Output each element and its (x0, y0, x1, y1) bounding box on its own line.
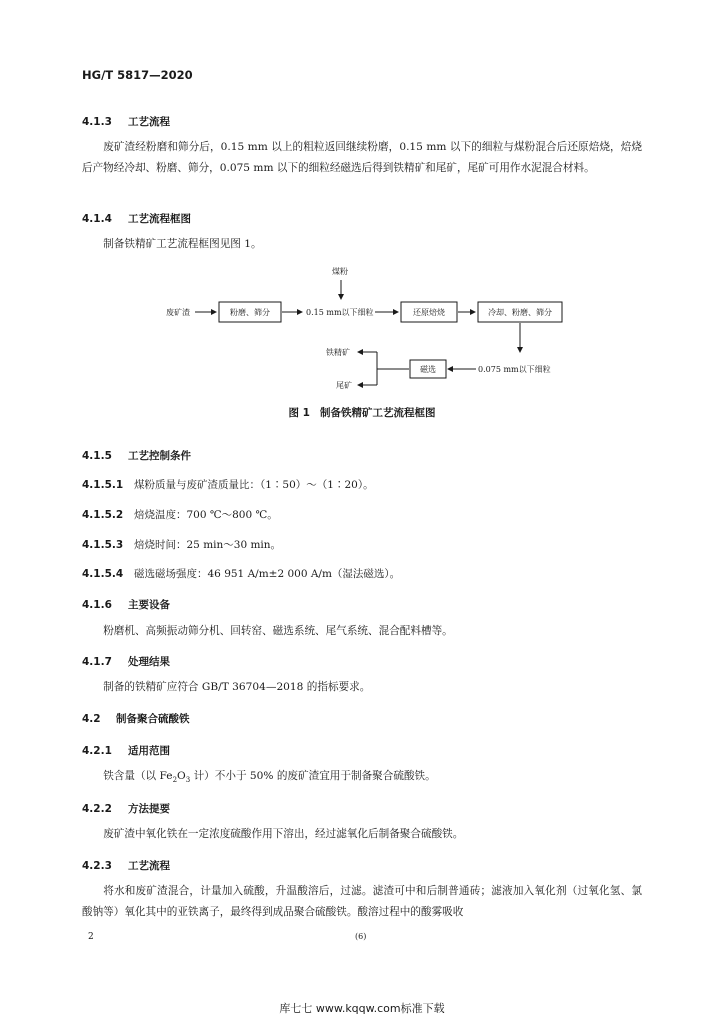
paragraph-4-2-2: 废矿渣中氧化铁在一定浓度硫酸作用下溶出，经过滤氧化后制备聚合硫酸铁。 (103, 828, 464, 840)
item-number: 4.1.5.2 (82, 509, 124, 521)
item-number: 4.1.5.1 (82, 479, 124, 491)
section-number: 4.1.5 (82, 450, 112, 462)
section-title: 工艺流程 (128, 116, 170, 128)
condition-item (82, 537, 281, 552)
text-post: 计）不小于 50% 的废矿渣宜用于制备聚合硫酸铁。 (190, 770, 436, 782)
section-number: 4.1.4 (82, 213, 112, 225)
figure-title: 制备铁精矿工艺流程框图 (319, 407, 436, 419)
paragraph-4-1-6: 粉磨机、高频振动筛分机、回转窑、磁选系统、尾气系统、混合配料槽等。 (103, 625, 453, 637)
section-heading-4-1-5 (82, 448, 191, 463)
paragraph-4-1-3: 废矿渣经粉磨和筛分后，0.15 mm 以上的粗粒返回继续粉磨，0.15 mm 以下的细粒与煤粉混合后还原焙烧，焙烧后产物经冷却、粉磨、筛分，0.075 mm 以下的细粒经磁选后得到铁精矿和尾矿，尾矿可用作水泥混合材料。 (82, 141, 642, 174)
item-number: 4.1.5.3 (82, 539, 124, 551)
section-heading-4-2 (82, 711, 190, 726)
section-title: 方法提要 (128, 803, 170, 815)
page-marker: (6) (355, 932, 367, 941)
reduce-roast-label: 还原焙烧 (413, 308, 445, 317)
section-heading-4-1-6 (82, 597, 170, 612)
cool-grind-screen-label: 冷却、粉磨、筛分 (488, 308, 552, 317)
paragraph-4-1-7: 制备的铁精矿应符合 GB/T 36704—2018 的指标要求。 (103, 681, 371, 693)
section-number: 4.1.7 (82, 656, 112, 668)
fine015-label: 0.15 mm以下细粒 (306, 308, 374, 317)
grind-screen-label: 粉磨、筛分 (230, 308, 270, 317)
section-heading-4-2-1 (82, 743, 170, 758)
section-number: 4.2.1 (82, 745, 112, 757)
section-number: 4.2 (82, 713, 101, 725)
section-title: 工艺流程 (128, 860, 170, 872)
paragraph-4-2-3: 将水和废矿渣混合，计量加入硫酸，升温酸溶后，过滤。滤渣可中和后制普通砖；滤液加入氧化剂（过氧化氢、氯酸钠等）氧化其中的亚铁离子，最终得到成品聚合硫酸铁。酸溶过程中的酸雾吸收 (82, 885, 642, 918)
section-heading-4-2-2 (82, 801, 170, 816)
subscript: 3 (185, 776, 191, 785)
figure-label: 图 1 (288, 407, 310, 419)
standard-code: HG/T 5817—2020 (82, 68, 193, 82)
text-pre: 铁含量（以 Fe (103, 770, 173, 782)
section-title: 工艺控制条件 (128, 450, 191, 462)
magnetic-label: 磁选 (420, 365, 436, 374)
section-number: 4.1.6 (82, 599, 112, 611)
section-title: 主要设备 (128, 599, 170, 611)
subscript: 2 (172, 776, 178, 785)
condition-item (82, 477, 374, 492)
section-heading-4-1-7 (82, 654, 170, 669)
item-text: 煤粉质量与废矿渣质量比：（1∶50）～（1∶20）。 (134, 479, 374, 491)
section-number: 4.2.3 (82, 860, 112, 872)
section-number: 4.1.3 (82, 116, 112, 128)
section-title: 制备聚合硫酸铁 (116, 713, 190, 725)
item-text: 磁选磁场强度：46 951 A/m±2 000 A/m（湿法磁选）。 (134, 568, 401, 580)
item-text: 焙烧温度：700 ℃～800 ℃。 (134, 509, 278, 521)
section-number: 4.2.2 (82, 803, 112, 815)
section-title: 工艺流程框图 (128, 213, 191, 225)
slag-label: 废矿渣 (166, 308, 190, 317)
figure-caption (0, 405, 724, 420)
coal-label: 煤粉 (332, 267, 348, 276)
text-mid: O (177, 770, 186, 782)
section-heading-4-2-3 (82, 858, 170, 873)
process-flow-diagram (0, 0, 724, 400)
iron-conc-label: 铁精矿 (326, 348, 350, 357)
item-number: 4.1.5.4 (82, 568, 124, 580)
condition-item (82, 566, 400, 581)
paragraph-4-2-1 (82, 766, 642, 791)
watermark: 库七七 www.kqqw.com标准下载 (279, 1002, 445, 1015)
fine0075-label: 0.075 mm以下细粒 (478, 365, 551, 374)
condition-item (82, 507, 278, 522)
paragraph-4-1-4: 制备铁精矿工艺流程框图见图 1。 (103, 238, 262, 250)
section-title: 适用范围 (128, 745, 170, 757)
page-number: 2 (88, 932, 94, 942)
item-text: 焙烧时间：25 min～30 min。 (134, 539, 282, 551)
tailings-label: 尾矿 (336, 381, 352, 390)
section-title: 处理结果 (128, 656, 170, 668)
